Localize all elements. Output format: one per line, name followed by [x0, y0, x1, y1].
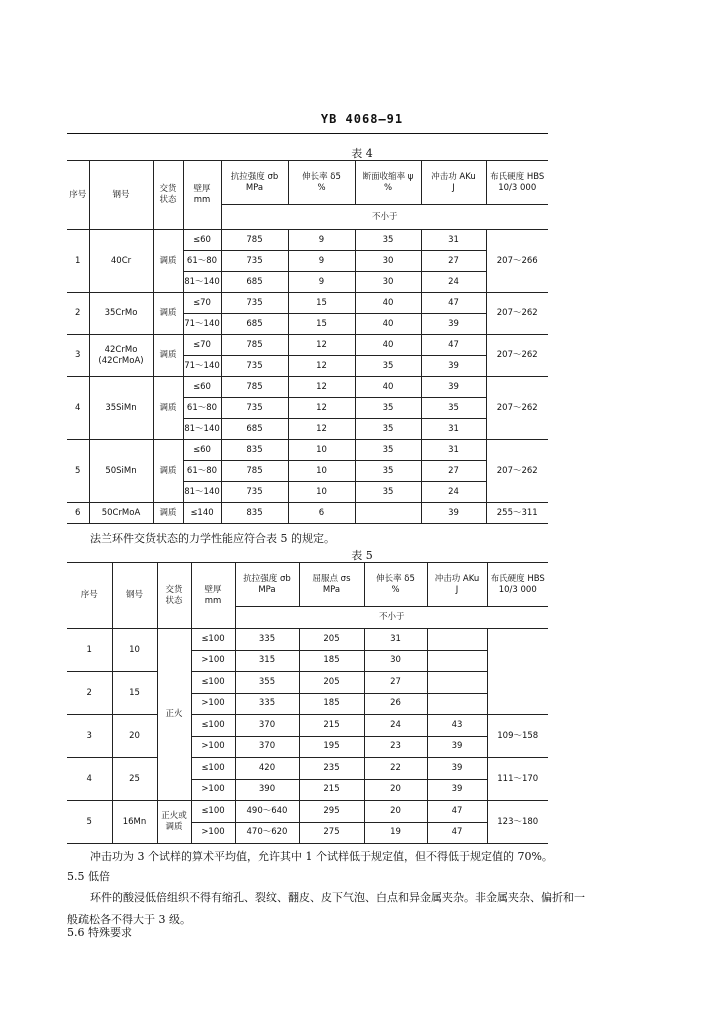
table-row [67, 440, 548, 461]
reduction-of-area-cell: 35 [355, 440, 421, 461]
hardness-cell: 207～262 [486, 335, 548, 377]
tensile-strength-cell: 785 [221, 377, 288, 398]
tensile-strength-cell: 390 [235, 779, 299, 801]
table-row [67, 230, 548, 251]
elongation-cell: 19 [364, 822, 427, 844]
impact-energy-cell: 39 [421, 503, 486, 524]
reduction-of-area-cell: 30 [355, 251, 421, 272]
wall-thickness-cell: ≤100 [191, 801, 235, 823]
seq-cell: 2 [67, 293, 89, 335]
table4-header-state: 交货 状态 [153, 161, 183, 230]
table-row [67, 503, 548, 524]
yield-point-cell: 185 [299, 650, 364, 672]
elongation-cell: 22 [364, 758, 427, 780]
impact-energy-cell [427, 672, 487, 694]
elongation-cell: 20 [364, 801, 427, 823]
table4-header-reduction: 断面收缩率 ψ % [355, 161, 421, 205]
yield-point-cell: 215 [299, 779, 364, 801]
yield-point-cell: 205 [299, 629, 364, 651]
wall-thickness-cell: ≤60 [183, 377, 221, 398]
section-5-6-heading: 5.6 特殊要求 [67, 926, 132, 939]
wall-thickness-cell: ≤100 [191, 672, 235, 694]
table5-header-impact: 冲击功 AKu J [427, 563, 487, 607]
impact-energy-cell: 31 [421, 419, 486, 440]
section-5-5-text-line2: 般疏松各不得大于 3 级。 [67, 913, 191, 926]
grade-cell: 25 [112, 758, 157, 801]
reduction-of-area-cell: 40 [355, 377, 421, 398]
reduction-of-area-cell: 35 [355, 356, 421, 377]
tensile-strength-cell: 420 [235, 758, 299, 780]
tensile-strength-cell: 370 [235, 736, 299, 758]
hardness-cell: 123～180 [487, 801, 548, 844]
section-5-5-heading: 5.5 低倍 [67, 870, 110, 883]
wall-thickness-cell: 61～80 [183, 251, 221, 272]
impact-energy-cell: 47 [427, 801, 487, 823]
grade-cell: 15 [112, 672, 157, 715]
reduction-of-area-cell: 35 [355, 419, 421, 440]
wall-thickness-cell: 71～140 [183, 356, 221, 377]
seq-cell: 3 [67, 335, 89, 377]
table5-header-wall: 壁厚 mm [191, 563, 235, 629]
tensile-strength-cell: 370 [235, 715, 299, 737]
table5-header-yield: 屈服点 σs MPa [299, 563, 364, 607]
elongation-cell: 9 [288, 251, 355, 272]
grade-cell: 35SiMn [89, 377, 153, 440]
wall-thickness-cell: >100 [191, 736, 235, 758]
impact-energy-cell: 35 [421, 398, 486, 419]
table-row [67, 672, 548, 694]
wall-thickness-cell: 81～140 [183, 419, 221, 440]
delivery-state-cell: 调质 [153, 377, 183, 440]
impact-energy-cell: 39 [421, 314, 486, 335]
table-row [67, 335, 548, 356]
grade-cell: 50SiMn [89, 440, 153, 503]
tensile-strength-cell: 685 [221, 272, 288, 293]
tensile-strength-cell: 685 [221, 419, 288, 440]
yield-point-cell: 295 [299, 801, 364, 823]
wall-thickness-cell: 81～140 [183, 272, 221, 293]
grade-cell: 35CrMo [89, 293, 153, 335]
impact-energy-cell: 47 [421, 335, 486, 356]
table4 [67, 160, 548, 524]
hardness-cell: 207～266 [486, 230, 548, 293]
elongation-cell: 27 [364, 672, 427, 694]
seq-cell: 5 [67, 801, 112, 844]
reduction-of-area-cell: 40 [355, 293, 421, 314]
impact-energy-cell: 39 [427, 736, 487, 758]
elongation-cell: 24 [364, 715, 427, 737]
seq-cell: 3 [67, 715, 112, 758]
impact-energy-cell: 31 [421, 230, 486, 251]
tensile-strength-cell: 490～640 [235, 801, 299, 823]
tensile-strength-cell: 315 [235, 650, 299, 672]
elongation-cell: 12 [288, 398, 355, 419]
elongation-cell: 31 [364, 629, 427, 651]
delivery-state-cell: 调质 [153, 335, 183, 377]
impact-energy-cell: 27 [421, 251, 486, 272]
reduction-of-area-cell: 30 [355, 272, 421, 293]
elongation-cell: 6 [288, 503, 355, 524]
yield-point-cell: 215 [299, 715, 364, 737]
elongation-cell: 12 [288, 356, 355, 377]
tensile-strength-cell: 735 [221, 482, 288, 503]
impact-energy-cell: 39 [427, 758, 487, 780]
table5-header-grade: 钢号 [112, 563, 157, 629]
table4-header-tensile: 抗拉强度 σb MPa [221, 161, 288, 205]
delivery-state-cell: 调质 [153, 293, 183, 335]
impact-energy-cell: 39 [421, 377, 486, 398]
elongation-cell: 12 [288, 419, 355, 440]
yield-point-cell: 205 [299, 672, 364, 694]
elongation-cell: 9 [288, 272, 355, 293]
reduction-of-area-cell: 35 [355, 461, 421, 482]
elongation-cell: 20 [364, 779, 427, 801]
tensile-strength-cell: 785 [221, 335, 288, 356]
elongation-cell: 26 [364, 693, 427, 715]
header-rule [67, 133, 548, 134]
grade-cell: 10 [112, 629, 157, 672]
grade-cell: 16Mn [112, 801, 157, 844]
table5-min-note: 不小于 [235, 607, 548, 629]
wall-thickness-cell: ≤70 [183, 293, 221, 314]
table4-header-grade: 钢号 [89, 161, 153, 230]
tensile-strength-cell: 735 [221, 356, 288, 377]
impact-energy-cell: 24 [421, 272, 486, 293]
wall-thickness-cell: ≤100 [191, 758, 235, 780]
wall-thickness-cell: >100 [191, 779, 235, 801]
tensile-strength-cell: 785 [221, 461, 288, 482]
tensile-strength-cell: 355 [235, 672, 299, 694]
table-row [67, 629, 548, 651]
elongation-cell: 9 [288, 230, 355, 251]
impact-energy-cell [427, 693, 487, 715]
impact-energy-cell: 39 [421, 356, 486, 377]
delivery-state-cell: 正火或 调质 [157, 801, 191, 844]
table-row [67, 801, 548, 823]
table5-caption: 表 5 [351, 549, 373, 562]
document-code: YB 4068—91 [320, 112, 404, 126]
seq-cell: 1 [67, 230, 89, 293]
elongation-cell: 10 [288, 482, 355, 503]
table-row [67, 715, 548, 737]
hardness-cell: 207～262 [486, 293, 548, 335]
impact-energy-cell [427, 629, 487, 651]
impact-note: 冲击功为 3 个试样的算术平均值，允许其中 1 个试样低于规定值，但不得低于规定值的 70%。 [90, 850, 553, 863]
wall-thickness-cell: ≤100 [191, 629, 235, 651]
seq-cell: 2 [67, 672, 112, 715]
wall-thickness-cell: 61～80 [183, 461, 221, 482]
section-5-5-text-line1: 环件的酸浸低倍组织不得有缩孔、裂纹、翻皮、皮下气泡、白点和异金属夹杂。非金属夹杂、偏折和一 [90, 891, 585, 904]
tensile-strength-cell: 835 [221, 440, 288, 461]
table4-header-impact: 冲击功 AKu J [421, 161, 486, 205]
reduction-of-area-cell: 35 [355, 482, 421, 503]
tensile-strength-cell: 335 [235, 693, 299, 715]
hardness-cell: 111～170 [487, 758, 548, 801]
impact-energy-cell: 27 [421, 461, 486, 482]
table5-header-tensile: 抗拉强度 σb MPa [235, 563, 299, 607]
seq-cell: 6 [67, 503, 89, 524]
yield-point-cell: 235 [299, 758, 364, 780]
wall-thickness-cell: >100 [191, 650, 235, 672]
yield-point-cell: 195 [299, 736, 364, 758]
table-row [67, 377, 548, 398]
wall-thickness-cell: 61～80 [183, 398, 221, 419]
elongation-cell: 15 [288, 314, 355, 335]
tensile-strength-cell: 470～620 [235, 822, 299, 844]
impact-energy-cell: 43 [427, 715, 487, 737]
grade-cell: 42CrMo (42CrMoA) [89, 335, 153, 377]
reduction-of-area-cell: 40 [355, 335, 421, 356]
reduction-of-area-cell [355, 503, 421, 524]
seq-cell: 4 [67, 758, 112, 801]
tensile-strength-cell: 735 [221, 251, 288, 272]
wall-thickness-cell: ≤60 [183, 230, 221, 251]
wall-thickness-cell: >100 [191, 822, 235, 844]
grade-cell: 40Cr [89, 230, 153, 293]
table4-header-hardness: 布氏硬度 HBS 10/3 000 [486, 161, 548, 205]
table5-header-hardness: 布氏硬度 HBS 10/3 000 [487, 563, 548, 607]
table5-header-seq: 序号 [67, 563, 112, 629]
hardness-cell: 255～311 [486, 503, 548, 524]
tensile-strength-cell: 685 [221, 314, 288, 335]
table5-header-state: 交货 状态 [157, 563, 191, 629]
elongation-cell: 10 [288, 440, 355, 461]
reduction-of-area-cell: 35 [355, 398, 421, 419]
elongation-cell: 23 [364, 736, 427, 758]
wall-thickness-cell: 81～140 [183, 482, 221, 503]
delivery-state-cell: 调质 [153, 230, 183, 293]
impact-energy-cell: 47 [421, 293, 486, 314]
table5-header-elongation: 伸长率 δ5 % [364, 563, 427, 607]
reduction-of-area-cell: 40 [355, 314, 421, 335]
elongation-cell: 15 [288, 293, 355, 314]
delivery-state-cell: 正火 [157, 629, 191, 801]
table4-caption: 表 4 [351, 147, 373, 160]
tensile-strength-cell: 735 [221, 398, 288, 419]
impact-energy-cell: 24 [421, 482, 486, 503]
table4-min-note: 不小于 [221, 205, 548, 230]
table5-intro-text: 法兰环件交货状态的力学性能应符合表 5 的规定。 [90, 532, 335, 545]
hardness-cell: 207～262 [486, 377, 548, 440]
tensile-strength-cell: 835 [221, 503, 288, 524]
wall-thickness-cell: ≤70 [183, 335, 221, 356]
table4-header-elongation: 伸长率 δ5 % [288, 161, 355, 205]
hardness-cell: 109～158 [487, 715, 548, 758]
tensile-strength-cell: 335 [235, 629, 299, 651]
wall-thickness-cell: ≤60 [183, 440, 221, 461]
table4-header-wall: 壁厚 mm [183, 161, 221, 230]
grade-cell: 50CrMoA [89, 503, 153, 524]
delivery-state-cell: 调质 [153, 440, 183, 503]
seq-cell: 5 [67, 440, 89, 503]
table5 [67, 562, 548, 844]
wall-thickness-cell: ≤140 [183, 503, 221, 524]
elongation-cell: 12 [288, 377, 355, 398]
delivery-state-cell: 调质 [153, 503, 183, 524]
tensile-strength-cell: 785 [221, 230, 288, 251]
seq-cell: 1 [67, 629, 112, 672]
elongation-cell: 30 [364, 650, 427, 672]
impact-energy-cell: 39 [427, 779, 487, 801]
wall-thickness-cell: >100 [191, 693, 235, 715]
reduction-of-area-cell: 35 [355, 230, 421, 251]
table-row [67, 293, 548, 314]
hardness-cell: 207～262 [486, 440, 548, 503]
grade-cell: 20 [112, 715, 157, 758]
seq-cell: 4 [67, 377, 89, 440]
elongation-cell: 12 [288, 335, 355, 356]
impact-energy-cell [427, 650, 487, 672]
table4-header-seq: 序号 [67, 161, 89, 230]
impact-energy-cell: 47 [427, 822, 487, 844]
yield-point-cell: 275 [299, 822, 364, 844]
elongation-cell: 10 [288, 461, 355, 482]
wall-thickness-cell: ≤100 [191, 715, 235, 737]
wall-thickness-cell: 71～140 [183, 314, 221, 335]
table-row [67, 758, 548, 780]
tensile-strength-cell: 735 [221, 293, 288, 314]
impact-energy-cell: 31 [421, 440, 486, 461]
yield-point-cell: 185 [299, 693, 364, 715]
hardness-cell [487, 629, 548, 715]
